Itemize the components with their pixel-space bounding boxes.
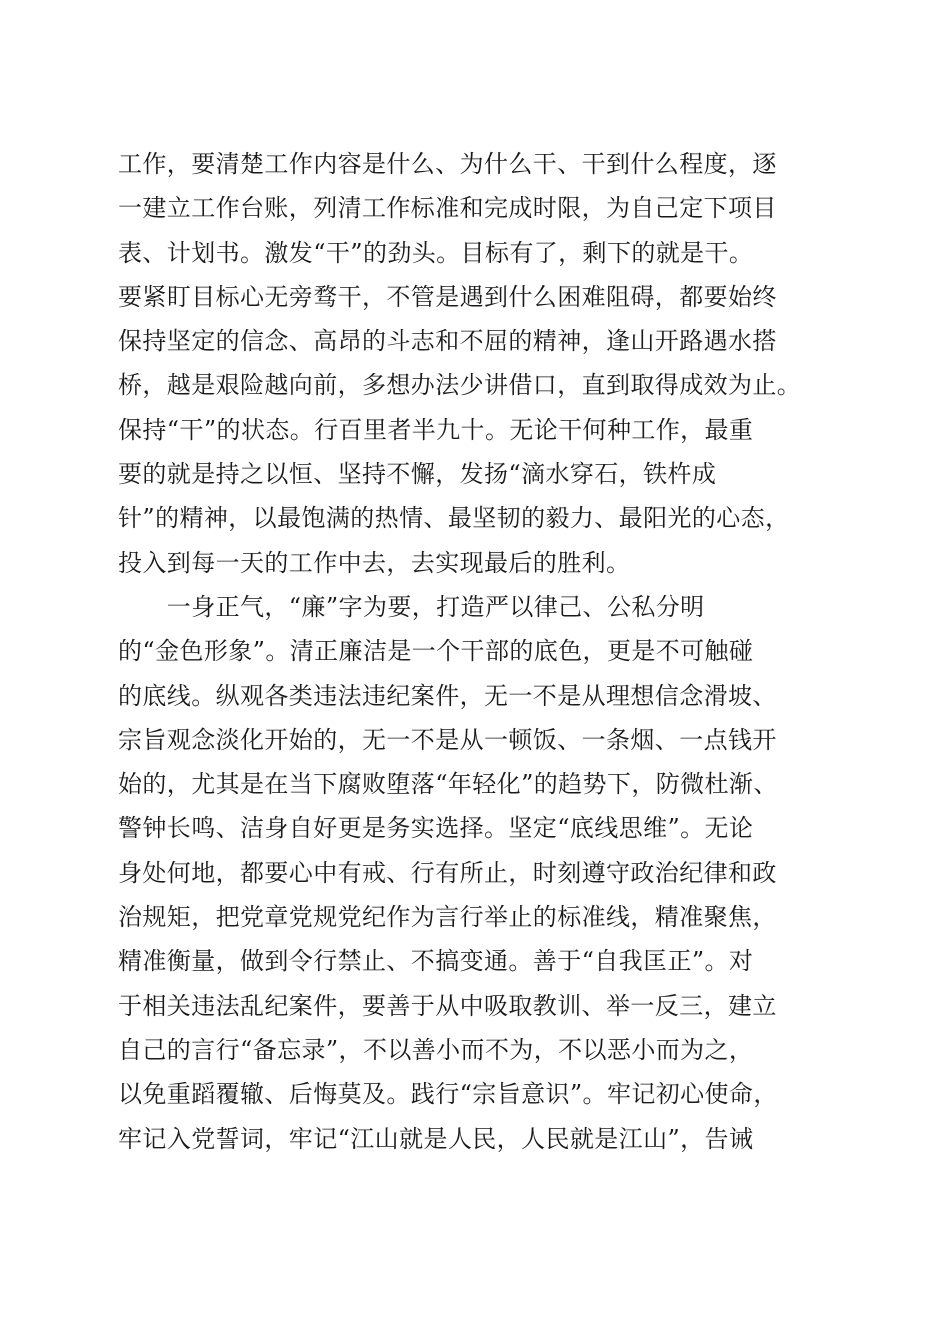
text-line: 的“金色形象”。清正廉洁是一个干部的底色，更是不可触碰 (118, 637, 754, 666)
text-line: 以免重蹈覆辙、后悔莫及。践行“宗旨意识”。牢记初心使命， (118, 1080, 778, 1109)
paragraph-start-line: 一身正气，“廉”字为要，打造严以律己、公私分明 (118, 592, 705, 621)
text-line: 针”的精神，以最饱满的热情、最坚韧的毅力、最阳光的心态， (118, 504, 790, 533)
text-line: 工作，要清楚工作内容是什么、为什么干、干到什么程度，逐 (118, 150, 777, 178)
text-line: 保持“干”的状态。行百里者半九十。无论干何种工作，最重 (118, 415, 754, 444)
body-text (118, 142, 838, 1161)
text-line: 桥，越是艰险越向前，多想办法少讲借口，直到取得成效为止。 (118, 371, 802, 400)
text-line: 精准衡量，做到令行禁止、不搞变通。善于“自我匡正”。对 (118, 947, 754, 976)
text-line: 要的就是持之以恒、坚持不懈，发扬“滴水穿石，铁杵成 (118, 460, 717, 489)
text-line: 一建立工作台账，列清工作标准和完成时限，为自己定下项目 (118, 194, 777, 223)
text-line: 自己的言行“备忘录”，不以善小而不为，不以恶小而为之， (118, 1035, 754, 1064)
text-line: 保持坚定的信念、高昂的斗志和不屈的精神，逢山开路遇水搭 (118, 327, 777, 356)
text-line: 警钟长鸣、洁身自好更是务实选择。坚定“底线思维”。无论 (118, 814, 754, 843)
text-line: 表、计划书。激发“干”的劲头。目标有了，剩下的就是干。 (118, 238, 754, 267)
text-line: 的底线。纵观各类违法违纪案件，无一不是从理想信念滑坡、 (118, 681, 777, 710)
text-line: 宗旨观念淡化开始的，无一不是从一顿饭、一条烟、一点钱开 (118, 725, 777, 754)
text-line: 身处何地，都要心中有戒、行有所止，时刻遵守政治纪律和政 (118, 858, 777, 887)
text-line: 始的，尤其是在当下腐败堕落“年轻化”的趋势下，防微杜渐、 (118, 770, 778, 799)
text-line: 治规矩，把党章党规党纪作为言行举止的标准线，精准聚焦， (118, 903, 777, 932)
text-line: 要紧盯目标心无旁骛干，不管是遇到什么困难阻碍，都要始终 (118, 282, 777, 311)
text-line: 于相关违法乱纪案件，要善于从中吸取教训、举一反三，建立 (118, 991, 777, 1020)
text-line: 投入到每一天的工作中去，去实现最后的胜利。 (118, 548, 631, 577)
text-line: 牢记入党誓词，牢记“江山就是人民，人民就是江山”，告诫 (118, 1124, 754, 1153)
